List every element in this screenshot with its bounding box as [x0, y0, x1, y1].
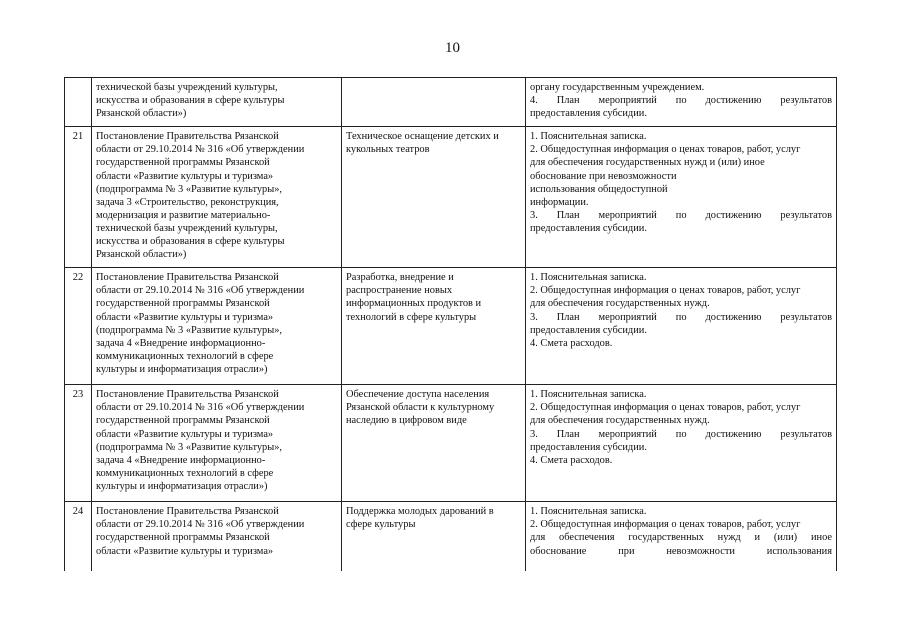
table-row: [65, 502, 837, 572]
row-number-cell: 24: [65, 502, 92, 572]
document-line: 4. План мероприятий по достижению результатов: [530, 95, 832, 107]
document-line: 1. Пояснительная записка.: [530, 389, 647, 401]
required-documents-cell: [526, 127, 837, 268]
subsidy-purpose-cell: [342, 78, 526, 127]
document-line: 3. План мероприятий по достижению результатов: [530, 428, 832, 440]
document-line: 2. Общедоступная информация о ценах товаров, работ, услуг: [530, 144, 801, 156]
table-row-continuation: [65, 78, 837, 127]
document-line: для обеспечения государственных нужд.: [530, 415, 710, 427]
page-number: 10: [445, 40, 460, 56]
document-line: 2. Общедоступная информация о ценах товаров, работ, услуг: [530, 402, 801, 414]
document-line: 3. План мероприятий по достижению результатов: [530, 209, 832, 221]
subsidy-purpose-cell: Техническое оснащение детских и кукольных театров: [342, 127, 526, 268]
row-number-cell: 21: [65, 127, 92, 268]
legal-basis-cell: Постановление Правительства Рязанской области от 29.10.2014 № 316 «Об утверждении государственной программы Рязанской области «Развитие культуры и туризма» (подпрограмма № 3 «Развитие культуры», задача 4 «Внедрение информационно- коммуникационных технологий в сфере культуры и информатизация отрасли»): [92, 268, 342, 385]
document-line: 1. Пояснительная записка.: [530, 506, 647, 518]
subsidy-purpose-cell: Обеспечение доступа населения Рязанской области к культурному наследию в цифровом виде: [342, 385, 526, 502]
legal-basis-cell: Постановление Правительства Рязанской области от 29.10.2014 № 316 «Об утверждении государственной программы Рязанской области «Развитие культуры и туризма» (подпрограмма № 3 «Развитие культуры», задача 3 «Строительство, реконструкция, модернизация и развитие материально- технической базы учреждений культуры, искусства и образования в сфере культуры Рязанской области»): [92, 127, 342, 268]
legal-basis-cell: технической базы учреждений культуры, искусства и образования в сфере культуры Рязанской области»): [92, 78, 342, 127]
required-documents-cell: [526, 268, 837, 385]
document-line: для обеспечения государственных нужд и (или) иное: [530, 157, 765, 169]
document-line: предоставления субсидии.: [530, 324, 647, 336]
subsidy-purpose-cell: Поддержка молодых дарований в сфере культуры: [342, 502, 526, 572]
row-number-cell: [65, 78, 92, 127]
required-documents-cell: [526, 502, 837, 572]
row-number-cell: 22: [65, 268, 92, 385]
table-row: [65, 268, 837, 385]
document-line: 4. Смета расходов.: [530, 337, 613, 349]
document-line: предоставления субсидии.: [530, 108, 647, 120]
subsidy-purpose-cell: Разработка, внедрение и распространение новых информационных продуктов и технологий в сфере культуры: [342, 268, 526, 385]
document-line: 1. Пояснительная записка.: [530, 131, 647, 143]
row-number-cell: 23: [65, 385, 92, 502]
table-row: [65, 385, 837, 502]
subsidy-documents-table: [64, 77, 837, 571]
document-line: 2. Общедоступная информация о ценах товаров, работ, услуг: [530, 519, 801, 531]
document-line: 3. План мероприятий по достижению результатов: [530, 311, 832, 323]
document-line: информации.: [530, 196, 589, 208]
document-line: предоставления субсидии.: [530, 222, 647, 234]
document-line: 2. Общедоступная информация о ценах товаров, работ, услуг: [530, 285, 801, 297]
table-row: [65, 127, 837, 268]
required-documents-cell: [526, 78, 837, 127]
document-line: предоставления субсидии.: [530, 441, 647, 453]
document-line: использования общедоступной: [530, 183, 668, 195]
document-line: 4. Смета расходов.: [530, 454, 613, 466]
document-line: для обеспечения государственных нужд.: [530, 298, 710, 310]
legal-basis-cell: Постановление Правительства Рязанской области от 29.10.2014 № 316 «Об утверждении государственной программы Рязанской области «Развитие культуры и туризма» (подпрограмма № 3 «Развитие культуры», задача 4 «Внедрение информационно- коммуникационных технологий в сфере культуры и информатизация отрасли»): [92, 385, 342, 502]
document-line: обоснование при невозможности: [530, 170, 677, 182]
document-line: обоснование при невозможности использования: [530, 545, 832, 557]
document-line: для обеспечения государственных нужд и (или) иное: [530, 532, 832, 544]
document-line: 1. Пояснительная записка.: [530, 272, 647, 284]
required-documents-cell: [526, 385, 837, 502]
legal-basis-cell: Постановление Правительства Рязанской области от 29.10.2014 № 316 «Об утверждении государственной программы Рязанской области «Развитие культуры и туризма»: [92, 502, 342, 572]
document-line: органу государственным учреждением.: [530, 82, 705, 93]
